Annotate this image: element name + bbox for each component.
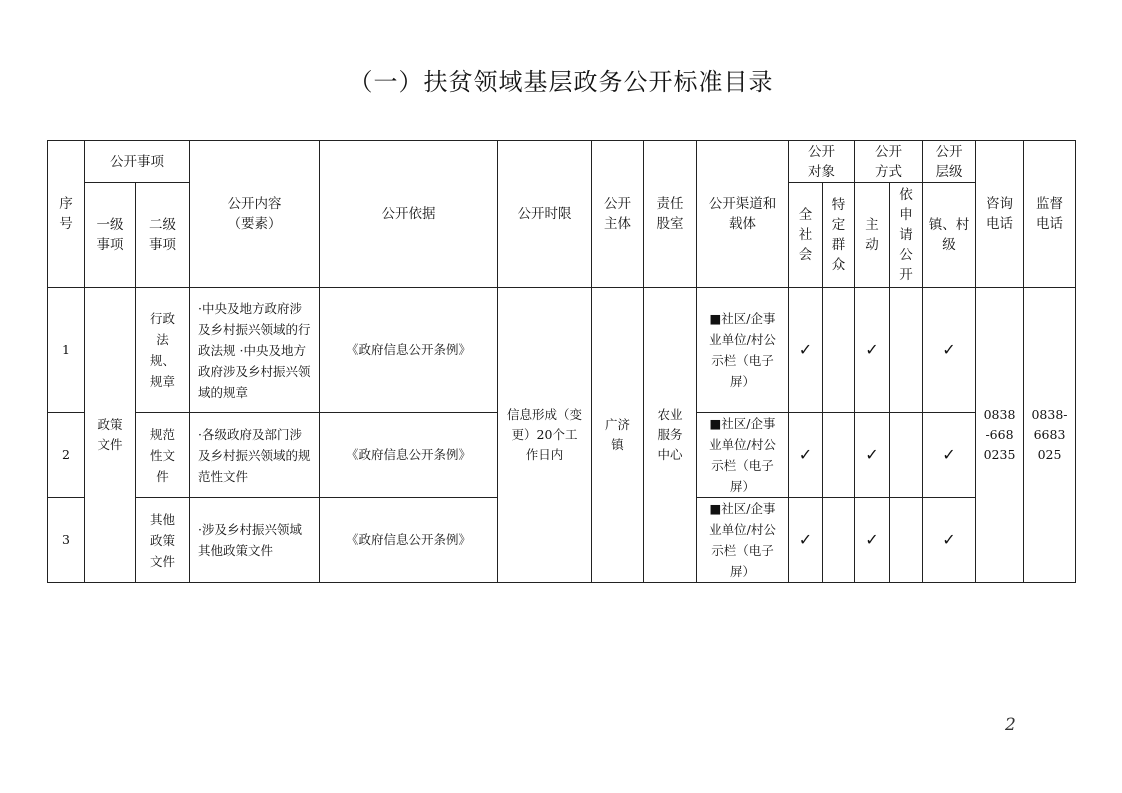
header-dept: 责任股室: [644, 141, 697, 288]
check-specific: [823, 413, 855, 498]
level1-cell: 政策文件: [85, 288, 136, 583]
header-level-town: 镇、村级: [923, 183, 976, 288]
check-by-request: [890, 413, 923, 498]
header-time-limit: 公开时限: [498, 141, 592, 288]
row-basis: 《政府信息公开条例》: [320, 498, 498, 583]
header-target-specific: 特定群众: [823, 183, 855, 288]
header-mode: 公开方式: [855, 141, 923, 183]
dept-cell: 农业服务中心: [644, 288, 697, 583]
catalog-table: [47, 140, 1076, 583]
check-all-society: ✓: [789, 413, 823, 498]
check-active: ✓: [855, 288, 890, 413]
time-limit-cell: 信息形成（变更）20个工作日内: [498, 288, 592, 583]
header-target: 公开对象: [789, 141, 855, 183]
row-channel: ■社区/企事业单位/村公示栏（电子屏）: [697, 413, 789, 498]
check-by-request: [890, 288, 923, 413]
header-target-all: 全社会: [789, 183, 823, 288]
check-active: ✓: [855, 498, 890, 583]
row-seq: 3: [48, 498, 85, 583]
check-town-village: ✓: [923, 413, 976, 498]
subject-cell: 广济镇: [592, 288, 644, 583]
check-by-request: [890, 498, 923, 583]
supervise-phone: 0838-6683025: [1024, 288, 1076, 583]
header-consult: 咨询电话: [976, 141, 1024, 288]
row-content: ·涉及乡村振兴领域其他政策文件: [190, 498, 320, 583]
header-level: 公开层级: [923, 141, 976, 183]
header-level2: 二级事项: [136, 183, 190, 288]
check-active: ✓: [855, 413, 890, 498]
page-number: 2: [1005, 715, 1016, 735]
header-subject: 公开主体: [592, 141, 644, 288]
row-content: ·各级政府及部门涉及乡村振兴领域的规范性文件: [190, 413, 320, 498]
row-channel: ■社区/企事业单位/村公示栏（电子屏）: [697, 288, 789, 413]
row-basis: 《政府信息公开条例》: [320, 413, 498, 498]
header-mode-request: 依申请公开: [890, 183, 923, 288]
consult-phone: 0838-6680235: [976, 288, 1024, 583]
check-town-village: ✓: [923, 498, 976, 583]
check-specific: [823, 498, 855, 583]
row-seq: 1: [48, 288, 85, 413]
header-basis: 公开依据: [320, 141, 498, 288]
header-channel: 公开渠道和载体: [697, 141, 789, 288]
header-content: 公开内容（要素）: [190, 141, 320, 288]
header-row-1: [48, 141, 1076, 183]
check-specific: [823, 288, 855, 413]
header-matters: 公开事项: [85, 141, 190, 183]
row-channel: ■社区/企事业单位/村公示栏（电子屏）: [697, 498, 789, 583]
row-seq: 2: [48, 413, 85, 498]
header-level1: 一级事项: [85, 183, 136, 288]
header-supervise: 监督电话: [1024, 141, 1076, 288]
check-all-society: ✓: [789, 288, 823, 413]
header-seq: 序号: [48, 141, 85, 288]
row-level2: 规范性文件: [136, 413, 190, 498]
check-all-society: ✓: [789, 498, 823, 583]
row-level2: 其他政策文件: [136, 498, 190, 583]
table-row: [48, 288, 1076, 413]
document-title: （一）扶贫领域基层政务公开标准目录: [348, 68, 774, 96]
check-town-village: ✓: [923, 288, 976, 413]
row-content: ·中央及地方政府涉及乡村振兴领域的行政法规 ·中央及地方政府涉及乡村振兴领域的规章: [190, 288, 320, 413]
row-basis: 《政府信息公开条例》: [320, 288, 498, 413]
header-mode-active: 主动: [855, 183, 890, 288]
row-level2: 行政法规、规章: [136, 288, 190, 413]
